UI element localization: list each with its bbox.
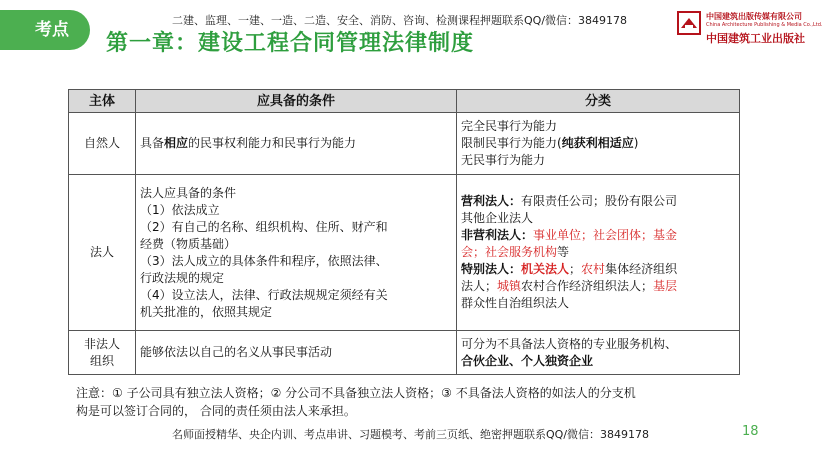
category-segment: 农村合作经济组织法人； bbox=[521, 279, 654, 293]
category-segment: 有限责任公司；股份有限公司 bbox=[521, 194, 678, 208]
category-segment: 特别法人： bbox=[461, 262, 522, 276]
condition-line bbox=[140, 219, 452, 236]
category-line bbox=[461, 210, 735, 227]
publisher-logo bbox=[676, 8, 822, 48]
category-segment: 其他企业法人 bbox=[461, 211, 534, 225]
subject-cell bbox=[69, 113, 136, 175]
category-line bbox=[461, 278, 735, 295]
table-row bbox=[69, 175, 740, 331]
publisher-emblem-icon bbox=[676, 10, 702, 36]
condition-line bbox=[140, 135, 452, 152]
condition-segment: 的民事权利能力和民事行为能力 bbox=[188, 136, 357, 150]
condition-segment: 法人应具备的条件 bbox=[140, 185, 237, 200]
category-line bbox=[461, 295, 735, 312]
condition-line bbox=[140, 236, 452, 253]
header-condition: 应具备的条件 bbox=[136, 90, 457, 113]
category-segment: 农村 bbox=[581, 262, 606, 276]
header-promo-text: 二建、监理、一建、一造、二造、安全、消防、咨询、检测课程押题联系QQ/微信：3849178 bbox=[172, 14, 628, 27]
category-segment: 法人； bbox=[461, 279, 498, 293]
header-subject: 主体 bbox=[69, 90, 136, 113]
note-line: 构是可以签订合同的， 合同的责任须由法人来承担。 bbox=[76, 404, 356, 418]
condition-line bbox=[140, 253, 452, 270]
condition-line bbox=[140, 202, 452, 219]
category-segment: ) bbox=[633, 136, 639, 150]
header-category: 分类 bbox=[457, 90, 740, 113]
category-segment: 可分为不具备法人资格的专业服务机构、 bbox=[461, 336, 678, 351]
condition-line bbox=[140, 344, 452, 361]
condition-segment: 经费（物质基础） bbox=[140, 236, 237, 251]
category-line bbox=[461, 336, 735, 353]
category-segment: 机关法人 bbox=[521, 262, 570, 276]
category-segment: 完全民事行为能力 bbox=[461, 119, 558, 133]
category-segment: 城镇 bbox=[497, 279, 522, 293]
condition-cell bbox=[136, 331, 457, 375]
subject-text: 组织 bbox=[89, 353, 114, 368]
category-segment: 无民事行为能力 bbox=[461, 153, 546, 167]
subject-cell bbox=[69, 331, 136, 375]
subject-text: 非法人 bbox=[83, 336, 120, 351]
condition-segment: 能够依法以自己的名义从事民事活动 bbox=[140, 345, 333, 359]
publisher-name-cn: 中国建筑出版传媒有限公司 bbox=[706, 12, 802, 21]
condition-segment: （3）法人成立的具体条件和程序，依照法律、 bbox=[140, 253, 388, 268]
category-segment: 事业单位；社会团体；基金 bbox=[533, 228, 678, 242]
category-line bbox=[461, 118, 735, 135]
category-cell bbox=[457, 175, 740, 331]
category-segment: 基层 bbox=[653, 279, 678, 293]
legal-subjects-table bbox=[68, 89, 740, 375]
category-segment: 非营利法人： bbox=[461, 228, 534, 242]
note-line: 注意：① 子公司具有独立法人资格；② 分公司不具备独立法人资格；③ 不具备法人资格的如法人的分支机 bbox=[76, 386, 636, 400]
category-line bbox=[461, 193, 735, 210]
condition-segment: （2）有自己的名称、组织机构、住所、财产和 bbox=[140, 219, 388, 234]
table-header-row bbox=[69, 90, 740, 113]
category-line bbox=[461, 261, 735, 278]
condition-segment: 机关批准的，依照其规定 bbox=[140, 304, 273, 319]
condition-cell bbox=[136, 175, 457, 331]
condition-line bbox=[140, 287, 452, 304]
condition-segment: （1）依法成立 bbox=[140, 202, 220, 217]
condition-line bbox=[140, 270, 452, 287]
category-segment: 群众性自治组织法人 bbox=[461, 296, 570, 310]
category-cell bbox=[457, 331, 740, 375]
condition-segment: 行政法规的规定 bbox=[140, 270, 225, 285]
category-segment: 会；社会服务机构 bbox=[461, 245, 558, 259]
publisher-calligraphy: 中国建筑工业出版社 bbox=[706, 32, 805, 45]
condition-line bbox=[140, 304, 452, 321]
topic-badge: 考点 bbox=[14, 10, 90, 50]
category-segment: 营利法人： bbox=[461, 194, 522, 208]
table-row bbox=[69, 331, 740, 375]
category-segment: 纯获利相适应 bbox=[561, 136, 634, 150]
category-segment: 限制民事行为能力( bbox=[461, 136, 562, 150]
page-number: 18 bbox=[742, 424, 759, 439]
category-cell bbox=[457, 113, 740, 175]
condition-cell bbox=[136, 113, 457, 175]
condition-segment: （4）设立法人，法律、行政法规规定须经有关 bbox=[140, 287, 388, 302]
category-segment: 合伙企业、个人独资企业 bbox=[461, 353, 594, 368]
condition-segment: 相应 bbox=[164, 136, 189, 150]
publisher-name-en: China Architecture Publishing & Media Co.,Ltd. bbox=[706, 22, 822, 28]
subject-cell bbox=[69, 175, 136, 331]
category-segment: ； bbox=[569, 262, 582, 276]
category-line bbox=[461, 135, 735, 152]
table-row bbox=[69, 113, 740, 175]
footer-promo-text: 名师面授精华、央企内训、考点串讲、习题模考、考前三页纸、绝密押题联系QQ/微信：3849178 bbox=[172, 428, 650, 441]
note-text bbox=[76, 384, 748, 420]
category-line bbox=[461, 353, 735, 370]
slide-header bbox=[0, 0, 822, 62]
category-line bbox=[461, 244, 735, 261]
category-line bbox=[461, 152, 735, 169]
page-title: 第一章：建设工程合同管理法律制度 bbox=[106, 31, 475, 56]
category-line bbox=[461, 227, 735, 244]
subject-text: 自然人 bbox=[83, 136, 120, 150]
condition-line bbox=[140, 185, 452, 202]
category-segment: 集体经济组织 bbox=[605, 262, 678, 276]
condition-segment: 具备 bbox=[140, 136, 165, 150]
category-segment: 等 bbox=[557, 245, 570, 259]
subject-text: 法人 bbox=[89, 245, 114, 259]
